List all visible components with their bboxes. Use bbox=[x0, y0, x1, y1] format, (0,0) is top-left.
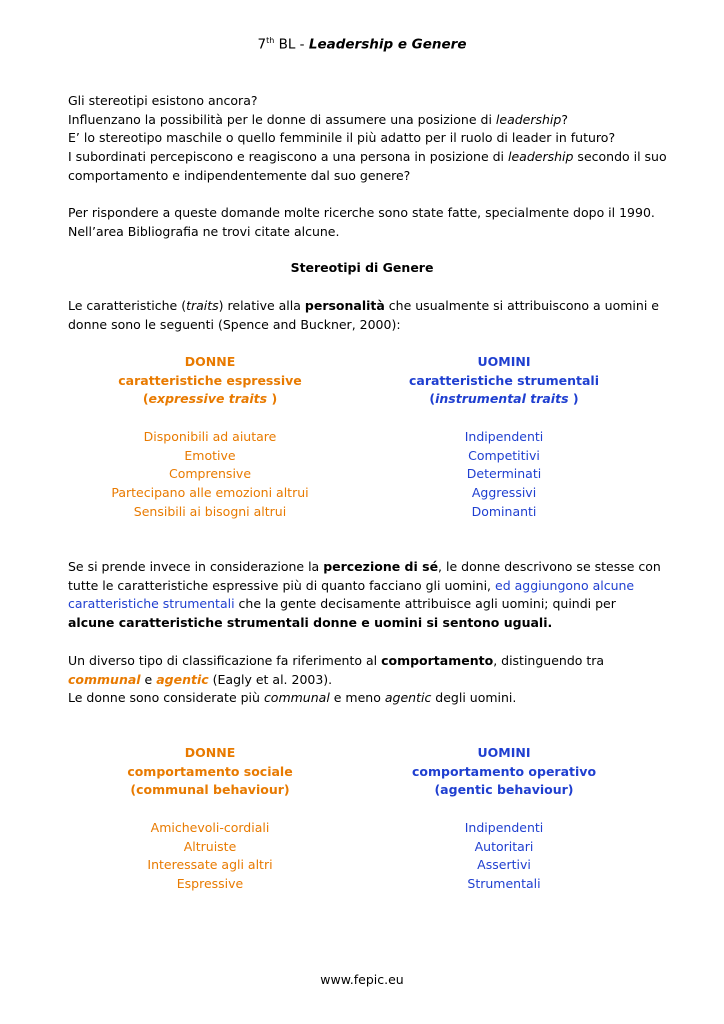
perception-paragraph: Se si prende invece in considerazione la percezione di sé, le donne descrivono se stesse con tutte le caratteristiche espressive più di quanto facciano gli uomini, ed aggiungono alcune caratteristiche strumentali che la gente decisamente attribuisce agli uomini; quindi per alcune caratteristiche strumentali donne e uomini si sentono uguali. bbox=[68, 559, 661, 631]
traits-intro: Le caratteristiche (traits) relative alla personalità che usualmente si attribuiscono a uomini e donne sono le seguenti (Spence and Buckner, 2000): bbox=[68, 298, 659, 332]
list-item: Emotive bbox=[184, 447, 236, 463]
section-heading: Stereotipi di Genere bbox=[290, 260, 434, 275]
women-traits-column: DONNE caratteristiche espressive (expressive traits ) Disponibili ad aiutare Emotive Comprensive Partecipano alle emozioni altrui Sensibili ai bisogni altrui bbox=[80, 353, 340, 521]
list-item: Autoritari bbox=[474, 838, 534, 854]
men-traits-column: UOMINI caratteristiche strumentali (instrumental traits ) Indipendenti Competitivi Determinati Aggressivi Dominanti bbox=[374, 353, 634, 521]
list-item: Strumentali bbox=[467, 875, 541, 891]
research-paragraph: Per rispondere a queste domande molte ricerche sono state fatte, specialmente dopo il 1990. Nell’area Bibliografia ne trovi citate alcune. bbox=[68, 205, 655, 239]
list-item: Sensibili ai bisogni altrui bbox=[133, 503, 287, 519]
list-item: Indipendenti bbox=[464, 819, 544, 835]
list-item: Determinati bbox=[466, 466, 542, 482]
list-item: Disponibili ad aiutare bbox=[143, 428, 277, 444]
list-item: Aggressivi bbox=[471, 484, 537, 500]
list-item: Altruiste bbox=[183, 838, 237, 854]
list-item: Partecipano alle emozioni altrui bbox=[111, 484, 309, 500]
intro-questions: Gli stereotipi esistono ancora? Influenzano la possibilità per le donne di assumere una posizione di leadership? E’ lo stereotipo maschile o quello femminile il più adatto per il ruolo di leader in futuro? I subordinati percepiscono e reagiscono a una persona in posizione di leadership secondo il suo comportamento e indipendentemente dal suo genere? bbox=[68, 93, 667, 183]
footer-url: www.fepic.eu bbox=[320, 972, 404, 987]
page-title: 7th BL - Leadership e Genere bbox=[257, 36, 467, 53]
behaviour-paragraph: Un diverso tipo di classificazione fa riferimento al comportamento, distinguendo tra communal e agentic (Eagly et al. 2003). Le donne sono considerate più communal e meno agentic degli uomini. bbox=[68, 653, 605, 706]
list-item: Assertivi bbox=[477, 857, 531, 873]
list-item: Comprensive bbox=[168, 466, 252, 482]
list-item: Dominanti bbox=[471, 503, 537, 519]
list-item: Espressive bbox=[176, 875, 244, 891]
list-item: Amichevoli-cordiali bbox=[150, 819, 270, 835]
men-behaviour-column: UOMINI comportamento operativo (agentic behaviour) Indipendenti Autoritari Assertivi Strumentali bbox=[374, 744, 634, 894]
list-item: Competitivi bbox=[468, 447, 540, 463]
list-item: Interessate agli altri bbox=[147, 857, 273, 873]
women-behaviour-column: DONNE comportamento sociale (communal behaviour) Amichevoli-cordiali Altruiste Interessate agli altri Espressive bbox=[80, 744, 340, 894]
list-item: Indipendenti bbox=[464, 428, 544, 444]
